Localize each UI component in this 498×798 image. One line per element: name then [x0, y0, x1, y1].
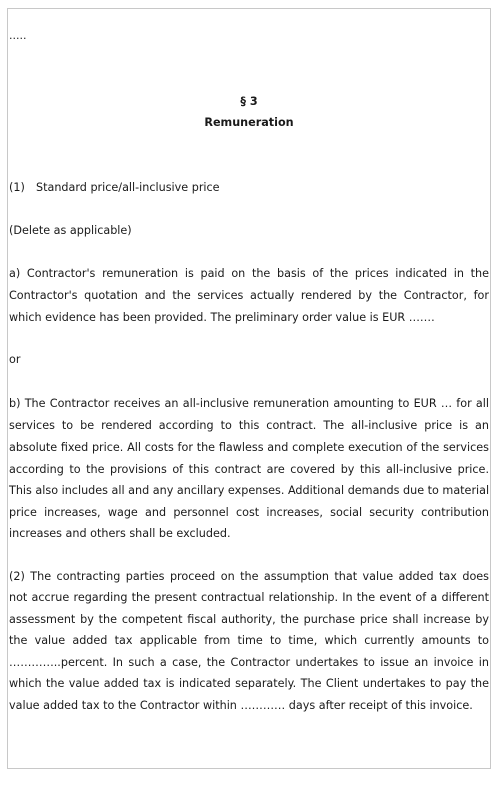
clause-2-line: …………..percent. In such a case, the Contractor undertakes to issue an invoice in	[9, 656, 489, 669]
option-a-line: Contractor's quotation and the services actually rendered by the Contractor, for	[9, 289, 489, 302]
delete-note: (Delete as applicable)	[9, 224, 132, 237]
clause-1-heading	[9, 181, 489, 194]
option-b-line: price increases, wage and personnel cost increases, social security contribution	[9, 506, 489, 519]
clause-2-line: (2) The contracting parties proceed on the assumption that value added tax does	[9, 570, 489, 583]
clause-1-number: (1)	[9, 181, 25, 194]
document-page	[7, 8, 491, 769]
option-b-line: absolute fixed price. All costs for the flawless and complete execution of the services	[9, 441, 489, 454]
option-b-line: services to be rendered according to this contract. The all-inclusive price is an	[9, 419, 489, 432]
clause-2-line: value added tax to the Contractor within ………… days after receipt of this invoice.	[9, 699, 473, 712]
option-b-line: according to the provisions of this contract are covered by this all-inclusive price.	[9, 463, 489, 476]
option-a-line: which evidence has been provided. The preliminary order value is EUR …….	[9, 311, 435, 324]
option-b-line: increases and others shall be excluded.	[9, 527, 231, 540]
clause-2-line: not accrue regarding the present contractual relationship. In the event of a different	[9, 591, 489, 604]
leading-ellipsis: .....	[9, 29, 27, 42]
option-a-line: a) Contractor's remuneration is paid on the basis of the prices indicated in the	[9, 267, 489, 280]
clause-1-title: Standard price/all-inclusive price	[36, 181, 220, 194]
clause-2-line: the value added tax applicable from time to time, which currently amounts to	[9, 634, 489, 647]
clause-2-line: which the value added tax is indicated separately. The Client undertakes to pay the	[9, 677, 489, 690]
or-label: or	[9, 353, 21, 366]
clause-2-line: assessment by the competent fiscal authority, the purchase price shall increase by	[9, 613, 489, 626]
option-b-line: This also includes all and any ancillary expenses. Additional demands due to material	[9, 484, 490, 497]
section-number: § 3	[240, 95, 258, 108]
option-b-line: b) The Contractor receives an all-inclusive remuneration amounting to EUR … for all	[9, 397, 489, 410]
section-title: Remuneration	[204, 116, 294, 129]
